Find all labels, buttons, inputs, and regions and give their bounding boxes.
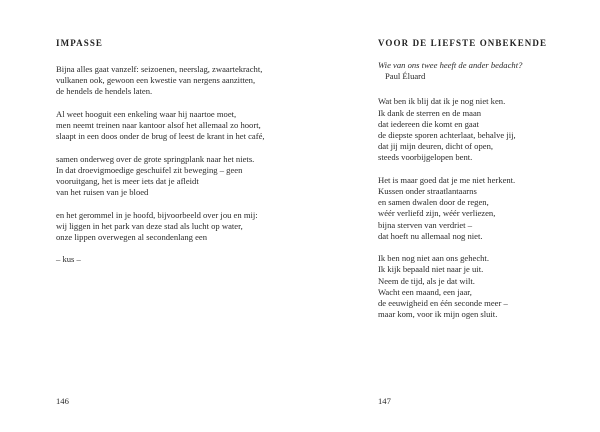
epigraph-author: Paul Éluard [385,71,426,82]
poem-line: Ik kijk bepaald niet naar je uit. [378,264,484,275]
poem-line: van het ruisen van je bloed [56,187,149,198]
poem-line: Al weet hooguit een enkeling waar hij naartoe moet, [56,108,237,119]
poem-line: de diepste sporen achterlaat, behalve jij, [378,130,516,141]
poem-line: Kussen onder straatlantaarns [378,186,477,197]
poem-line: onze lippen overwegen al secondenlang een [56,232,208,242]
stanza [56,254,296,265]
poem-line: Wat ben ik blij dat ik je nog niet ken. [378,96,506,107]
poem-line: maar kom, voor ik mijn ogen sluit. [378,309,498,320]
poem-line: en het gerommel in je hoofd, bijvoorbeeld over jou en mij: [56,209,258,220]
poem-title: VOOR DE LIEFSTE ONBEKENDE [378,38,548,48]
poem-line: men neemt treinen naar kantoor alsof het allemaal zo hoort, [56,120,261,130]
epigraph [378,60,598,82]
poem-line: wij liggen in het park van deze stad als lucht op water, [56,220,243,231]
poem-line: bijna sterven van verdriet – [378,219,473,230]
poem-line: en samen dwalen door de regen, [378,197,489,208]
stanza [378,253,598,320]
stanza [56,64,296,98]
poem-line: steeds voorbijgelopen bent. [378,152,473,163]
poem-line: wéér verliefd zijn, wéér verliezen, [378,208,496,219]
poem-line: de hendels de hendels laten. [56,86,153,97]
stanza [56,154,296,199]
poem-line: Wacht een maand, een jaar, [378,286,472,297]
poem-title: IMPASSE [56,38,104,48]
poem-line: Ik ben nog niet aan ons gehecht. [378,253,489,264]
poem-line: slaapt in een doos onder de brug of leest de krant in het café, [56,131,265,142]
poem-line: dat jij mijn deuren, dicht of open, [378,141,494,152]
page-number: 147 [378,396,391,406]
poem-body [56,64,296,277]
stanza [56,109,296,143]
poem-line: samen onderweg over de grote springplank naar het niets. [56,153,255,164]
stanza [378,175,598,242]
poem-line: Bijna alles gaat vanzelf: seizoenen, neerslag, zwaartekracht, [56,64,263,74]
right-page [300,0,600,432]
poem-line: Het is maar goed dat je me niet herkent. [378,174,516,185]
poem-line: Ik dank de sterren en de maan [378,107,482,118]
poem-line: dat hoeft nu allemaal nog niet. [378,230,483,241]
epigraph-quote: Wie van ons twee heeft de ander bedacht? [378,60,523,70]
poem-body [378,60,598,332]
poem-line: dat iedereen die komt en gaat [378,118,479,129]
poem-line: In dat droevigmoedige geschuifel zit beweging – geen [56,164,243,175]
poem-line: – kus – [56,254,81,265]
poem-line: de eeuwigheid en één seconde meer – [378,298,508,309]
poem-line: Neem de tijd, als je dat wilt. [378,275,475,286]
stanza [378,96,598,163]
poem-line: vulkanen ook, gewoon een kwestie van nergens aanzitten, [56,75,256,86]
stanza [56,210,296,244]
page-number: 146 [56,396,69,406]
poem-line: vooruitgang, het is meer iets dat je afleidt [56,176,199,186]
